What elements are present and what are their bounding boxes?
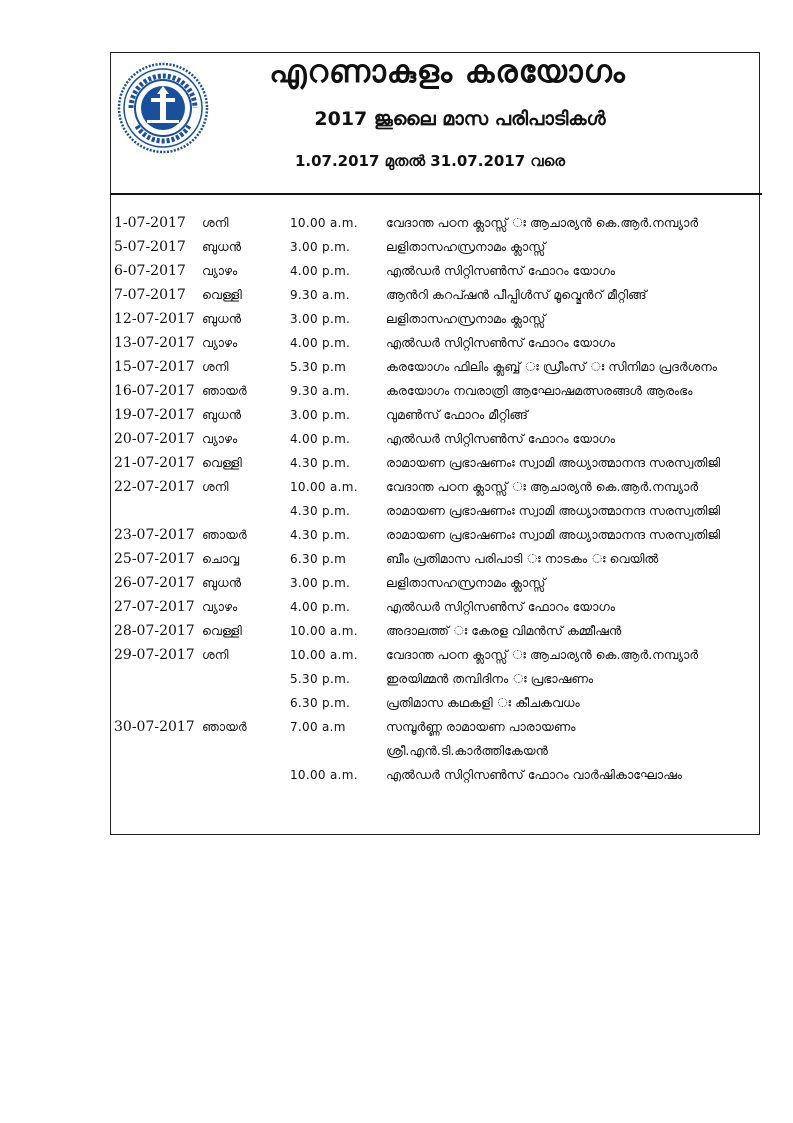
row-day: വ്യാഴം	[202, 431, 238, 446]
schedule-row	[114, 235, 760, 259]
row-event: രാമായണ പ്രഭാഷണംഃ സ്വാമി അധ്യാത്മാനന്ദ സരസ്വതിജി	[386, 455, 721, 470]
row-event: ലളിതാസഹസ്രനാമം ക്ലാസ്സ്	[386, 311, 546, 326]
row-event: സമ്പൂർണ്ണ രാമായണ പാരായണം	[386, 719, 576, 734]
row-date: 28-07-2017	[114, 623, 195, 639]
row-day: ഞായർ	[202, 383, 247, 398]
row-date: 5-07-2017	[114, 239, 186, 255]
row-time: 4.00 p.m.	[290, 336, 351, 350]
row-date: 30-07-2017	[114, 719, 195, 735]
date-range: 1.07.2017 മുതൽ 31.07.2017 വരെ	[294, 152, 566, 170]
row-event: എൽഡർ സിറ്റിസൺസ് ഫോറം യോഗം	[386, 599, 615, 614]
row-event: വുമൺസ് ഫോറം മീറ്റിങ്ങ്	[386, 407, 528, 422]
schedule-row	[114, 643, 760, 667]
schedule-row	[114, 499, 760, 523]
row-day: ഞായർ	[202, 527, 247, 542]
row-day: ശനി	[202, 647, 229, 662]
schedule-row	[114, 475, 760, 499]
row-event: വേദാന്ത പഠന ക്ലാസ്സ് ഃ ആചാര്യൻ കെ.ആർ.നമ്പ്യാർ	[386, 215, 699, 230]
schedule-row	[114, 595, 760, 619]
row-event: എൽഡർ സിറ്റിസൺസ് ഫോറം വാർഷികാഘോഷം	[386, 767, 683, 782]
row-date: 15-07-2017	[114, 359, 195, 375]
row-day: ബുധൻ	[202, 575, 242, 590]
row-time: 6.30 p.m.	[290, 696, 351, 710]
row-date: 27-07-2017	[114, 599, 195, 615]
schedule-row	[114, 211, 760, 235]
row-date: 20-07-2017	[114, 431, 195, 447]
row-time: 3.00 p.m.	[290, 240, 351, 254]
row-time: 3.00 p.m.	[290, 312, 351, 326]
schedule-row	[114, 259, 760, 283]
schedule-row	[114, 331, 760, 355]
row-event: വേദാന്ത പഠന ക്ലാസ്സ് ഃ ആചാര്യൻ കെ.ആർ.നമ്പ്യാർ	[386, 647, 699, 662]
row-day: ബുധൻ	[202, 407, 242, 422]
row-time: 9.30 a.m.	[290, 288, 350, 302]
row-day: ശനി	[202, 359, 229, 374]
row-day: വെള്ളി	[202, 455, 242, 470]
row-event: രാമായണ പ്രഭാഷണംഃ സ്വാമി അധ്യാത്മാനന്ദ സരസ്വതിജി	[386, 503, 721, 518]
row-date: 26-07-2017	[114, 575, 195, 591]
schedule-row	[114, 571, 760, 595]
schedule-row	[114, 763, 760, 787]
row-time: 7.00 a.m	[290, 720, 346, 734]
row-date: 1-07-2017	[114, 215, 186, 231]
schedule-row	[114, 667, 760, 691]
row-event: ലളിതാസഹസ്രനാമം ക്ലാസ്സ്	[386, 575, 546, 590]
schedule-row	[114, 379, 760, 403]
row-time: 5.30 p.m.	[290, 672, 351, 686]
schedule-row	[114, 403, 760, 427]
row-time: 4.00 p.m.	[290, 600, 351, 614]
row-date: 25-07-2017	[114, 551, 195, 567]
row-time: 6.30 p.m	[290, 552, 347, 566]
row-time: 10.00 a.m.	[290, 624, 358, 638]
row-time: 9.30 a.m.	[290, 384, 350, 398]
schedule-list	[114, 211, 760, 787]
schedule-row	[114, 547, 760, 571]
row-event: ലളിതാസഹസ്രനാമം ക്ലാസ്സ്	[386, 239, 546, 254]
row-day: ബുധൻ	[202, 311, 242, 326]
page-subtitle: 2017 ജൂലൈ മാസ പരിപാടികൾ	[314, 108, 606, 130]
row-time: 3.00 p.m.	[290, 576, 351, 590]
row-day: ശനി	[202, 479, 229, 494]
row-day: ചൊവ്വ	[202, 551, 240, 566]
row-event: ഇരയിമ്മൻ തമ്പിദിനം ഃ പ്രഭാഷണം	[386, 671, 594, 686]
row-date: 29-07-2017	[114, 647, 195, 663]
row-date: 23-07-2017	[114, 527, 195, 543]
row-time: 4.30 p.m.	[290, 456, 351, 470]
schedule-row	[114, 739, 760, 763]
row-event: വേദാന്ത പഠന ക്ലാസ്സ് ഃ ആചാര്യൻ കെ.ആർ.നമ്പ്യാർ	[386, 479, 699, 494]
schedule-row	[114, 523, 760, 547]
row-event: കരയോഗം ഫിലിം ക്ലബ്ബ് ഃ ഡ്രീംസ് ഃ സിനിമാ പ്രദർശനം	[386, 359, 718, 374]
row-time: 4.30 p.m.	[290, 528, 351, 542]
row-date: 13-07-2017	[114, 335, 195, 351]
row-day: വ്യാഴം	[202, 263, 238, 278]
karayogam-seal-icon	[117, 62, 209, 154]
row-date: 21-07-2017	[114, 455, 195, 471]
row-time: 4.00 p.m.	[290, 264, 351, 278]
row-date: 16-07-2017	[114, 383, 195, 399]
schedule-row	[114, 355, 760, 379]
row-date: 12-07-2017	[114, 311, 195, 327]
row-time: 5.30 p.m	[290, 360, 347, 374]
row-event: അദാലത്ത് ഃ കേരള വിമൻസ് കമ്മീഷൻ	[386, 623, 622, 638]
row-day: വെള്ളി	[202, 623, 242, 638]
row-event: എൽഡർ സിറ്റിസൺസ് ഫോറം യോഗം	[386, 431, 615, 446]
schedule-row	[114, 691, 760, 715]
row-time: 4.00 p.m.	[290, 432, 351, 446]
row-date: 22-07-2017	[114, 479, 195, 495]
row-time: 10.00 a.m.	[290, 768, 358, 782]
schedule-row	[114, 283, 760, 307]
row-date: 19-07-2017	[114, 407, 195, 423]
row-event: കരയോഗം നവരാത്രി ആഘോഷമത്സരങ്ങൾ ആരംഭം	[386, 383, 693, 398]
row-time: 10.00 a.m.	[290, 216, 358, 230]
row-date: 6-07-2017	[114, 263, 186, 279]
row-time: 10.00 a.m.	[290, 648, 358, 662]
row-event: രാമായണ പ്രഭാഷണംഃ സ്വാമി അധ്യാത്മാനന്ദ സരസ്വതിജി	[386, 527, 721, 542]
row-day: വ്യാഴം	[202, 599, 238, 614]
row-time: 3.00 p.m.	[290, 408, 351, 422]
row-time: 4.30 p.m.	[290, 504, 351, 518]
row-event: പ്രതിമാസ കഥകളി ഃ കീചകവധം	[386, 695, 580, 710]
schedule-row	[114, 451, 760, 475]
row-day: ബുധൻ	[202, 239, 242, 254]
row-day: ഞായർ	[202, 719, 247, 734]
row-time: 10.00 a.m.	[290, 480, 358, 494]
row-event: ബീം പ്രതിമാസ പരിപാടി ഃ നാടകം ഃ വെയിൽ	[386, 551, 659, 566]
page-title: എറണാകുളം കരയോഗം	[269, 54, 626, 90]
schedule-row	[114, 619, 760, 643]
row-day: വെള്ളി	[202, 287, 242, 302]
row-day: ശനി	[202, 215, 229, 230]
schedule-row	[114, 427, 760, 451]
row-date: 7-07-2017	[114, 287, 186, 303]
schedule-row	[114, 715, 760, 739]
schedule-row	[114, 307, 760, 331]
row-event: എൽഡർ സിറ്റിസൺസ് ഫോറം യോഗം	[386, 263, 615, 278]
row-event: എൽഡർ സിറ്റിസൺസ് ഫോറം യോഗം	[386, 335, 615, 350]
row-event: ആൻറി കറപ്ഷൻ പീപ്പിൾസ് മൂവ്മെൻറ് മീറ്റിങ്ങ്	[386, 287, 647, 302]
row-day: വ്യാഴം	[202, 335, 238, 350]
row-event: ശ്രീ.എൻ.ടി.കാർത്തികേയൻ	[386, 743, 548, 758]
header-divider	[110, 193, 762, 195]
